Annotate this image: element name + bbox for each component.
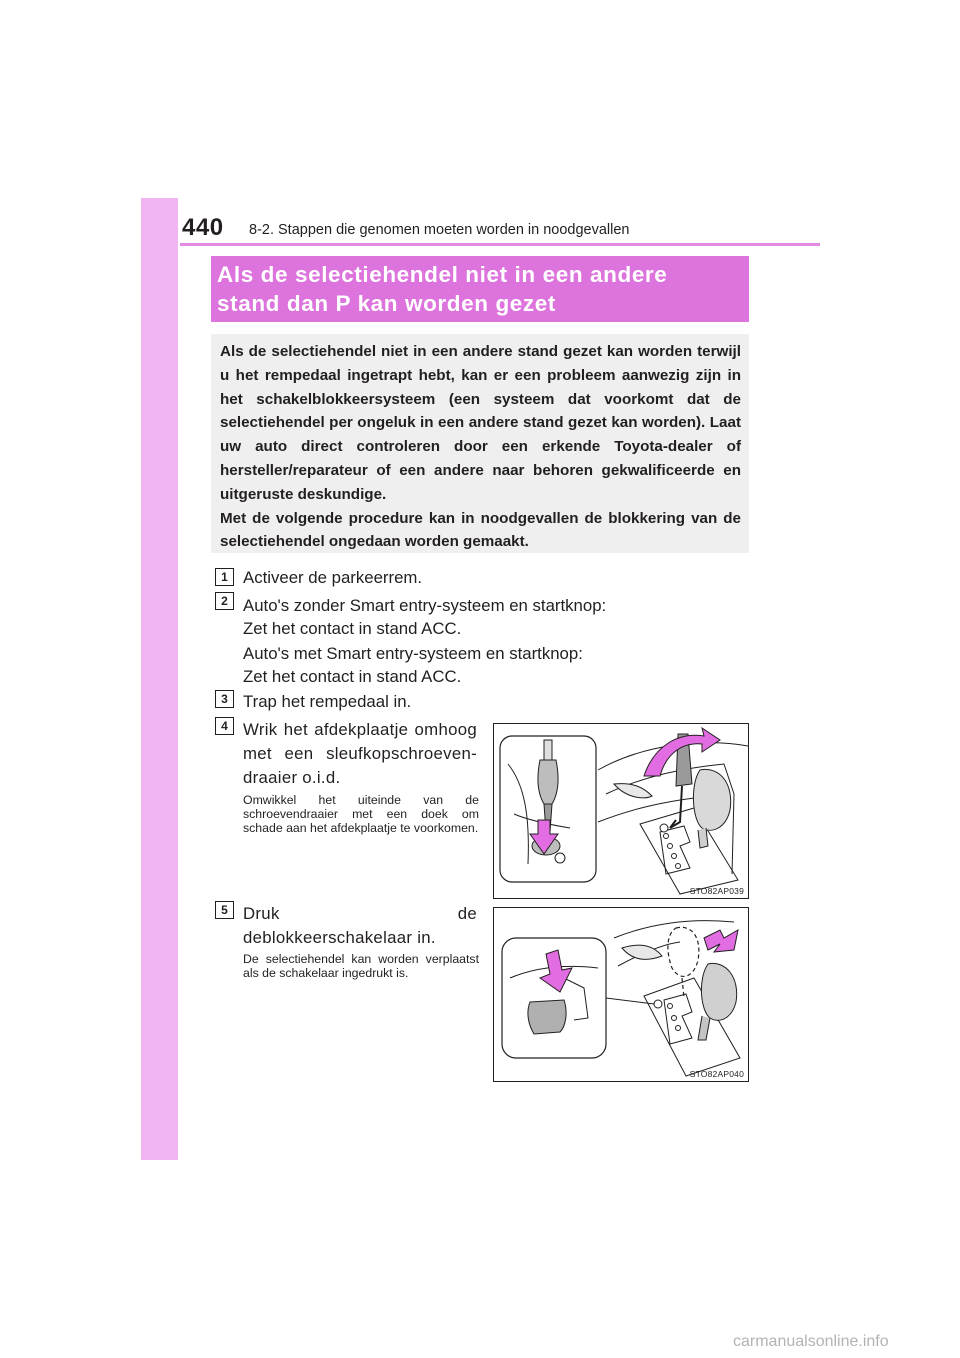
step-4-text: Wrik het afdekplaatje omhoog met een sleufkopschroeven-draaier o.i.d. xyxy=(243,720,477,787)
section-title-line-2: stand dan P kan worden gezet xyxy=(217,291,556,316)
figure-release-button xyxy=(493,907,749,1082)
page-number: 440 xyxy=(182,214,224,241)
watermark: carmanualsonline.info xyxy=(733,1333,889,1350)
step-2-line-2: Zet het contact in stand ACC. xyxy=(243,619,462,638)
figure-code-1: STO82AP039 xyxy=(689,886,744,896)
intro-box xyxy=(211,334,749,553)
chapter-title: 8-2. Stappen die genomen moeten worden in noodgevallen xyxy=(249,222,630,238)
step-number-5: 5 xyxy=(215,901,234,919)
step-5-note: De selectiehendel kan worden verplaatst als de schakelaar ingedrukt is. xyxy=(243,952,479,981)
pry-cover-illustration xyxy=(494,724,749,899)
step-number-1: 1 xyxy=(215,568,234,586)
step-number-4: 4 xyxy=(215,717,234,735)
step-1-text: Activeer de parkeerrem. xyxy=(243,568,423,587)
step-2-line-3: Auto's met Smart entry-systeem en startknop: xyxy=(243,644,583,663)
intro-paragraph-2: Met de volgende procedure kan in noodgevallen de blokkering van de selectiehendel ongedaan worden gemaakt. xyxy=(220,509,741,551)
step-5-text: Druk de deblokkeerschakelaar in. xyxy=(243,904,477,947)
figure-pry-cover xyxy=(493,723,749,899)
step-4-note: Omwikkel het uiteinde van de schroevendraaier met een doek om schade aan het afdekplaatje te voorkomen. xyxy=(243,793,479,836)
figure-code-2: STO82AP040 xyxy=(689,1069,744,1079)
step-2-line-1: Auto's zonder Smart entry-systeem en startknop: xyxy=(243,596,607,615)
release-button-illustration xyxy=(494,908,749,1082)
chapter-side-tab xyxy=(141,198,178,1160)
section-title-line-1: Als de selectiehendel niet in een andere xyxy=(217,262,668,287)
section-title xyxy=(211,256,749,322)
header-rule xyxy=(180,243,820,246)
step-2-line-4: Zet het contact in stand ACC. xyxy=(243,667,462,686)
step-3-text: Trap het rempedaal in. xyxy=(243,692,412,711)
intro-paragraph-1: Als de selectiehendel niet in een andere stand gezet kan worden terwijl u het rempedaal ingetrapt hebt, kan er een probleem aanwezig zijn in het schakelblokkeersysteem (een systeem dat voorkomt dat de selectiehendel per ongeluk in een andere stand gezet kan worden). Laat uw auto direct controleren door een erkende Toyota-dealer of hersteller/reparateur of een andere naar behoren gekwalificeerde en uitgeruste deskundige. xyxy=(220,343,741,503)
step-number-3: 3 xyxy=(215,690,234,708)
step-number-2: 2 xyxy=(215,592,234,610)
